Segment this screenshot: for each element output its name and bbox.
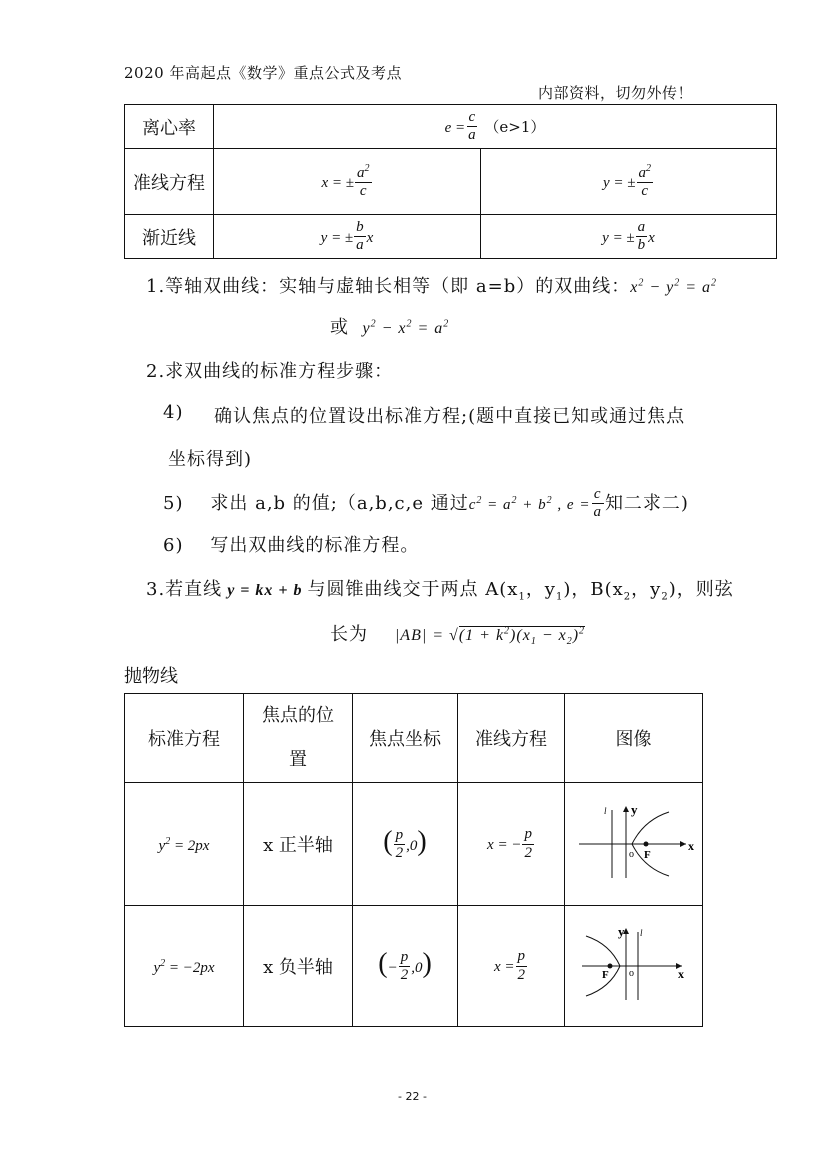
parabola-right-graph [574, 802, 694, 882]
graph-origin-label: o [628, 848, 634, 860]
step-6: 6) 写出双曲线的标准方程。 [163, 535, 420, 556]
axis-position: x 正半轴 [244, 783, 353, 906]
svg-text:y: y [617, 923, 624, 939]
graph-focus-label: F [643, 848, 651, 861]
svg-text:l: l [639, 927, 643, 938]
header-directrix: 准线方程 [458, 694, 565, 783]
svg-text:o: o [628, 967, 634, 979]
parabola-title: 抛物线 [124, 666, 178, 687]
row-label: 离心率 [125, 105, 214, 149]
parabola-left-graph [574, 924, 694, 1004]
graph-left [565, 906, 703, 1027]
header-standard-eq: 标准方程 [125, 694, 244, 783]
parabola-table [124, 693, 703, 1027]
item-2: 2.求双曲线的标准方程步骤： [146, 361, 394, 382]
step-4-num: 4) [163, 402, 184, 423]
eq-left: $y^2 = -2px$ [125, 906, 244, 1027]
focus-coord: (− $\frac{p}{2}$ ,0) [353, 906, 458, 1027]
asymptote-formula-y: y = ± $\frac{a}{b}$ x [481, 215, 777, 259]
graph-directrix-label: l [603, 805, 607, 816]
step-4-text: 确认焦点的位置设出标准方程;(题中直接已知或通过焦点 [214, 406, 686, 427]
svg-text:F: F [601, 968, 609, 981]
row-label: 渐近线 [125, 215, 214, 259]
chord-length: 长为 $|AB| = √(1 + k^2)(x_1 - x_2)^2$ [330, 624, 586, 648]
eccentricity-note: （e>1） [484, 117, 546, 136]
header-graph: 图像 [565, 694, 703, 783]
eccentricity-formula: e = $\frac{c}{a}$ （e>1） [214, 105, 777, 149]
directrix-formula-x: x = ± $\frac{a^2}{c}$ [214, 149, 481, 215]
header-title: 2020 年高起点《数学》重点公式及考点 [124, 64, 402, 82]
graph-y-label: y [630, 801, 637, 817]
item-1: 1.等轴双曲线：实轴与虚轴长相等（即 a=b）的双曲线：$x^2 - y^2 = a^2$ [146, 276, 718, 297]
header-focus-position: 焦点的位 置 [244, 694, 353, 783]
graph-right [565, 783, 703, 906]
directrix-formula-y: y = ± $\frac{a^2}{c}$ [481, 149, 777, 215]
header-confidential: 内部资料，切勿外传！ [538, 84, 694, 102]
step-5: 5) 求出 a,b 的值;（a,b,c,e 通过$c^2 = a^2 + b^2$ , e = $\frac{c}{a}$ 知二求二) [163, 486, 689, 521]
graph-x-label: x [687, 838, 694, 853]
item-3: 3.若直线 y = kx + b 与圆锥曲线交于两点 $A(x_1$，$y_1$)，$B(x_2$，$y_2$)，则弦 [146, 579, 734, 603]
axis-position: x 负半轴 [244, 906, 353, 1027]
asymptote-formula-x: y = ± $\frac{b}{a}$ x [214, 215, 481, 259]
svg-text:x: x [677, 966, 684, 981]
directrix-eq: x = $\frac{p}{2}$ [458, 906, 565, 1027]
header-focus-coord: 焦点坐标 [353, 694, 458, 783]
focus-coord: ( $\frac{p}{2}$ ,0) [353, 783, 458, 906]
row-label: 准线方程 [125, 149, 214, 215]
step-4-cont: 坐标得到) [168, 449, 253, 470]
page-number: - 22 - [398, 1090, 427, 1103]
eq-right: $y^2 = 2px$ [125, 783, 244, 906]
directrix-eq: x = − $\frac{p}{2}$ [458, 783, 565, 906]
hyperbola-table [124, 104, 777, 259]
item-1-alt: 或 $y^2 - x^2 = a^2$ [330, 317, 450, 338]
